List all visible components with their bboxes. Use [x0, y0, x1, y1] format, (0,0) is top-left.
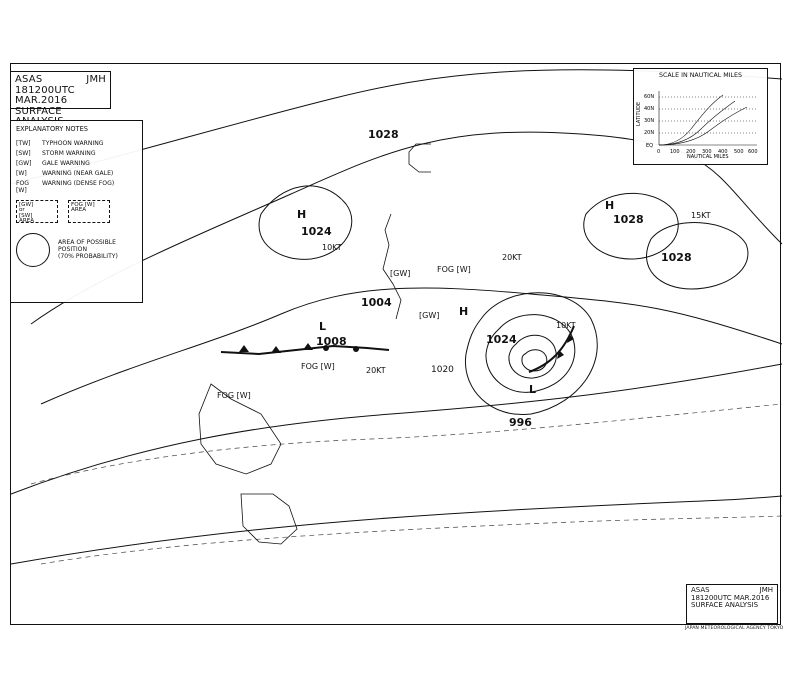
legend-code-gale: [GW] — [16, 159, 32, 167]
high-right-contour — [584, 193, 678, 259]
legend-row-storm — [16, 150, 137, 157]
legend-code-typhoon: [TW] — [16, 139, 31, 147]
scale-tick-40n: 40N — [644, 106, 655, 112]
gale-storm-area-label: AREA — [19, 218, 35, 225]
high-pressure-right-label: H — [605, 199, 615, 212]
front-triangle-3 — [303, 343, 313, 350]
pressure-label-1004: 1004 — [361, 296, 392, 309]
fog-area-bottom-label: AREA — [71, 207, 87, 214]
pressure-label-1020: 1020 — [431, 365, 454, 375]
possible-position-text-block — [58, 239, 137, 260]
speed-label-15kt: 15KT — [691, 211, 711, 220]
low-pressure-east-label: L — [529, 383, 537, 396]
scale-x-tick-100: 100 — [670, 149, 680, 155]
legend-code-near-gale: [W] — [16, 169, 27, 177]
scale-panel-title: SCALE IN NAUTICAL MILES — [658, 72, 743, 79]
dashed-isobar-2 — [41, 516, 782, 564]
scale-tick-30n: 30N — [644, 118, 655, 124]
fog-area-top-label: FOG [W] — [71, 201, 95, 208]
legend-row-typhoon — [16, 140, 137, 147]
legend-label-fog: WARNING (DENSE FOG) — [42, 179, 115, 187]
gale-warning-label-2: [GW] — [419, 311, 440, 320]
speed-label-20kt-b: 20KT — [502, 253, 522, 262]
low-pressure-left-label: L — [319, 320, 327, 333]
speed-label-10kt-b: 10KT — [556, 321, 576, 330]
legend-row-near-gale — [16, 170, 137, 177]
scale-curve-2 — [659, 101, 735, 145]
scale-panel — [633, 68, 768, 165]
scale-x-tick-0: 0 — [657, 149, 661, 155]
possible-position-circle — [16, 233, 50, 267]
legend-label-storm: STORM WARNING — [42, 149, 96, 157]
front-warm-marker-2 — [353, 346, 359, 352]
scale-x-tick-400: 400 — [718, 149, 728, 155]
legend-label-typhoon: TYPHOON WARNING — [42, 139, 104, 147]
scale-curve-1 — [659, 95, 723, 145]
scale-tick-20n: 20N — [644, 130, 655, 136]
header-title-box — [10, 71, 111, 117]
legend-row-fog — [16, 180, 137, 194]
scale-x-tick-300: 300 — [702, 149, 712, 155]
fog-area-sample — [68, 200, 110, 223]
possible-position-label: AREA OF POSSIBLE POSITION — [58, 239, 117, 254]
pressure-label-1028-right: 1028 — [613, 213, 644, 226]
header-left-title: ASAS — [15, 74, 43, 85]
scale-x-tick-200: 200 — [686, 149, 696, 155]
fog-warning-label-3: FOG [W] — [437, 265, 471, 274]
fog-warning-label-2: FOG [W] — [217, 391, 251, 400]
pressure-label-1024-left: 1024 — [301, 225, 332, 238]
legend-row-gale — [16, 160, 137, 167]
pressure-label-1008: 1008 — [316, 335, 347, 348]
footer-date: 181200UTC MAR.2016 — [691, 593, 770, 602]
scale-curve-3 — [659, 107, 747, 145]
dashed-isobar-1 — [31, 404, 782, 484]
legend-area-samples — [16, 200, 137, 223]
scale-x-tick-600: 600 — [748, 149, 758, 155]
pressure-label-1028-far-right: 1028 — [661, 251, 692, 264]
footer-left-title: ASAS — [691, 586, 710, 594]
probability-label: (70% PROBABILITY) — [58, 253, 118, 261]
speed-label-20kt: 20KT — [366, 366, 386, 375]
low-east-contour-4 — [522, 350, 547, 371]
fog-warning-label-1: FOG [W] — [301, 362, 335, 371]
scale-tick-60n: 60N — [644, 94, 655, 100]
front-east — [529, 326, 574, 372]
scale-x-tick-500: 500 — [734, 149, 744, 155]
legend-code-storm: [SW] — [16, 149, 31, 157]
scale-latitude-label: LATITUDE — [636, 101, 642, 126]
pressure-label-1028-top: 1028 — [368, 128, 399, 141]
legend-label-gale: GALE WARNING — [42, 159, 90, 167]
front-triangle-1 — [239, 345, 249, 352]
header-subtitle: SURFACE — [15, 105, 62, 117]
header-title-row — [15, 75, 106, 86]
area-sw-label: [SW] — [19, 212, 33, 219]
agency-label: JAPAN METEOROLOGICAL AGENCY TOKYO — [685, 626, 784, 631]
scale-tick-eq: EQ — [646, 143, 654, 149]
legend-box — [10, 120, 143, 303]
coast-fragment-1 — [409, 144, 431, 172]
legend-title: EXPLANATORY NOTES — [16, 125, 88, 133]
area-or-label: or — [19, 207, 25, 214]
scale-x-label: NAUTICAL MILES — [687, 154, 729, 160]
isobar-main-2 — [41, 288, 782, 404]
gale-storm-area-sample — [16, 200, 58, 223]
pressure-label-996: 996 — [509, 416, 532, 429]
isobar-far-south — [11, 496, 782, 564]
footer-right-title: JMH — [759, 586, 773, 594]
area-gw-label: [GW] — [19, 201, 34, 208]
header-right-title: JMH — [86, 74, 106, 85]
footer-title-box — [686, 584, 778, 624]
coast-fragment-4 — [241, 494, 297, 544]
scale-chart — [636, 81, 761, 160]
front-triangle-2 — [271, 346, 281, 353]
pressure-label-1024-center: 1024 — [486, 333, 517, 346]
speed-label-10kt: 10KT — [322, 243, 342, 252]
gale-warning-label-1: [GW] — [390, 269, 411, 278]
legend-code-fog: FOG [W] — [16, 179, 30, 194]
high-pressure-left-label: H — [297, 208, 307, 221]
footer-subtitle: SURFACE ANALYSIS — [691, 601, 759, 610]
possible-position-sample — [16, 233, 137, 267]
header-date: 181200UTC MAR.2016 — [15, 84, 75, 107]
high-pressure-center-label: H — [459, 305, 469, 318]
isobar-south — [11, 364, 782, 494]
legend-label-near-gale: WARNING (NEAR GALE) — [42, 169, 114, 177]
